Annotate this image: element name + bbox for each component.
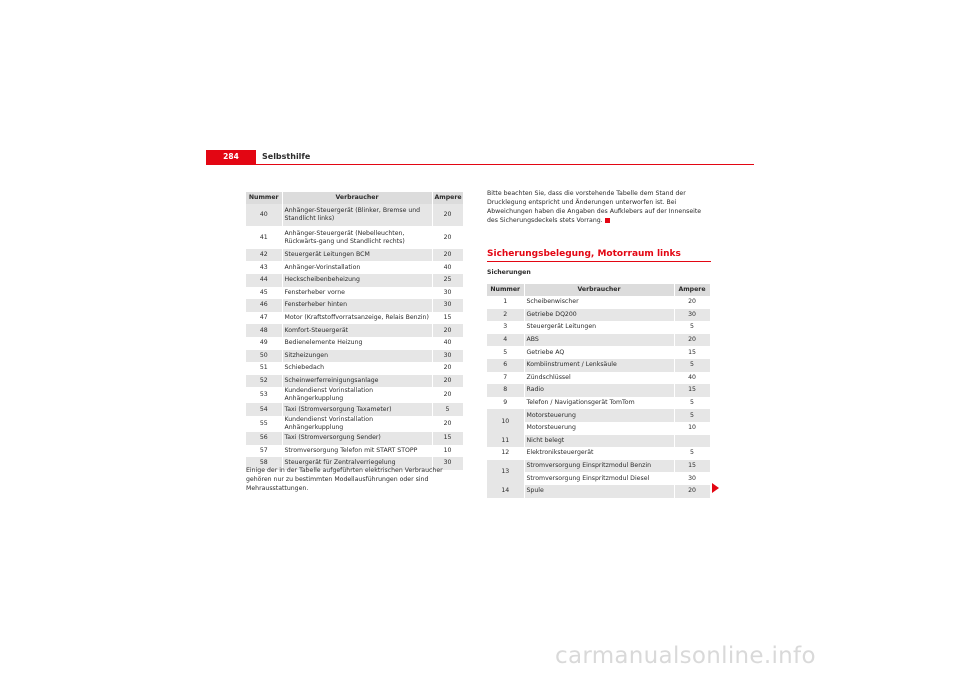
fuse-ampere: 30 — [432, 350, 463, 363]
table-row — [487, 485, 710, 498]
fuse-number: 51 — [246, 362, 282, 375]
fuse-consumer: Telefon / Navigationsgerät TomTom — [524, 397, 674, 410]
fuse-consumer: Spule — [524, 485, 674, 498]
fuse-ampere: 10 — [432, 445, 463, 458]
fuse-number: 13 — [487, 460, 524, 485]
fuse-consumer: Zündschlüssel — [524, 372, 674, 385]
table-row — [246, 403, 463, 416]
fuse-ampere: 15 — [432, 432, 463, 445]
fuse-consumer: Stromversorgung Einspritzmodul Benzin — [524, 460, 674, 473]
fuse-consumer: Steuergerät Leitungen BCM — [282, 249, 432, 262]
fuse-consumer: Motorsteuerung — [524, 422, 674, 435]
table-row — [246, 299, 463, 312]
fuse-number: 4 — [487, 334, 524, 347]
fuse-ampere: 5 — [432, 403, 463, 416]
fuse-ampere: 30 — [674, 472, 710, 485]
fuse-number: 43 — [246, 261, 282, 274]
fuse-number: 50 — [246, 350, 282, 363]
table-row — [246, 350, 463, 363]
fuse-ampere: 15 — [674, 346, 710, 359]
fuse-number: 41 — [246, 226, 282, 248]
table-row — [246, 375, 463, 388]
fuse-consumer: Stromversorgung Einspritzmodul Diesel — [524, 472, 674, 485]
fuse-number: 47 — [246, 312, 282, 325]
fuse-consumer: Elektroniksteuergerät — [524, 447, 674, 460]
table-row — [487, 334, 710, 347]
fuse-consumer: Kombiinstrument / Lenksäule — [524, 359, 674, 372]
fuse-consumer: Steuergerät Leitungen — [524, 321, 674, 334]
fuse-consumer: Anhänger-Steuergerät (Nebelleuchten, Rückwärts-gang und Standlicht rechts) — [282, 226, 432, 248]
fuse-ampere: 20 — [432, 249, 463, 262]
table-row — [487, 309, 710, 322]
fuse-number: 1 — [487, 296, 524, 309]
fuse-ampere: 40 — [674, 372, 710, 385]
fuse-consumer: Kundendienst Vorinstallation Anhängerkupplung — [282, 387, 432, 403]
table-row — [246, 249, 463, 262]
table-row — [246, 324, 463, 337]
table-row — [246, 445, 463, 458]
table-row — [487, 346, 710, 359]
column-header-consumer: Verbraucher — [524, 284, 674, 296]
fuse-ampere: 10 — [674, 422, 710, 435]
fuse-number: 46 — [246, 299, 282, 312]
fuse-consumer: Anhänger-Vorinstallation — [282, 261, 432, 274]
fuse-number: 48 — [246, 324, 282, 337]
fuse-number: 58 — [246, 457, 282, 470]
fuse-table-1 — [246, 192, 464, 470]
fuse-consumer: Scheinwerferreinigungsanlage — [282, 375, 432, 388]
fuse-consumer: Nicht belegt — [524, 435, 674, 448]
watermark: carmanualsonline.info — [555, 643, 816, 669]
table-row — [246, 274, 463, 287]
column-header-number: Nummer — [487, 284, 524, 296]
table-row — [246, 416, 463, 432]
fuse-number: 57 — [246, 445, 282, 458]
fuse-consumer: Stromversorgung Telefon mit START STOPP — [282, 445, 432, 458]
fuse-number: 56 — [246, 432, 282, 445]
fuse-ampere: 5 — [674, 409, 710, 422]
fuse-number: 40 — [246, 204, 282, 226]
table-row — [246, 432, 463, 445]
fuse-ampere: 20 — [432, 387, 463, 403]
page-title: Selbsthilfe — [262, 152, 311, 161]
fuse-ampere: 20 — [432, 362, 463, 375]
fuse-number: 9 — [487, 397, 524, 410]
table-row — [246, 287, 463, 300]
fuse-number: 55 — [246, 416, 282, 432]
fuse-consumer: Komfort-Steuergerät — [282, 324, 432, 337]
fuse-consumer: Taxi (Stromversorgung Taxameter) — [282, 403, 432, 416]
fuse-consumer: Getriebe AQ — [524, 346, 674, 359]
table-row — [487, 359, 710, 372]
fuse-number: 7 — [487, 372, 524, 385]
fuse-number: 53 — [246, 387, 282, 403]
table-row — [246, 337, 463, 350]
fuse-ampere: 30 — [432, 457, 463, 470]
fuse-number: 6 — [487, 359, 524, 372]
fuse-table-2 — [487, 284, 711, 498]
fuse-ampere: 5 — [674, 397, 710, 410]
table-row — [487, 372, 710, 385]
continue-arrow-icon — [712, 483, 719, 493]
header-rule — [206, 164, 754, 165]
section-heading: Sicherungsbelegung, Motorraum links — [487, 249, 681, 259]
fuse-ampere: 15 — [432, 312, 463, 325]
section-rule — [487, 261, 711, 262]
fuse-ampere: 20 — [432, 204, 463, 226]
table-row — [487, 447, 710, 460]
fuse-number: 49 — [246, 337, 282, 350]
fuse-ampere: 30 — [432, 287, 463, 300]
column-header-ampere: Ampere — [432, 192, 463, 204]
fuse-consumer: Schiebedach — [282, 362, 432, 375]
fuse-consumer: Kundendienst Vorinstallation Anhängerkupplung — [282, 416, 432, 432]
fuse-consumer: Taxi (Stromversorgung Sender) — [282, 432, 432, 445]
notice-text: Bitte beachten Sie, dass die vorstehende Tabelle dem Stand der Drucklegung entspricht und Änderungen unterworfen ist. Bei Abweichungen haben die Angaben des Aufklebers auf der Innenseite des Sicherungsdeckels stets Vorrang. — [487, 190, 702, 224]
fuse-ampere: 20 — [432, 375, 463, 388]
fuse-consumer: Fensterheber vorne — [282, 287, 432, 300]
fuse-consumer: Getriebe DQ200 — [524, 309, 674, 322]
column-header-consumer: Verbraucher — [282, 192, 432, 204]
fuse-ampere: 5 — [674, 321, 710, 334]
table-row — [246, 204, 463, 226]
fuse-ampere — [674, 435, 710, 448]
table-row — [246, 226, 463, 248]
fuse-ampere: 20 — [674, 485, 710, 498]
fuse-ampere: 40 — [432, 261, 463, 274]
fuse-consumer: Steuergerät für Zentralverriegelung — [282, 457, 432, 470]
fuse-ampere: 30 — [674, 309, 710, 322]
table-row — [246, 387, 463, 403]
fuse-consumer: Scheibenwischer — [524, 296, 674, 309]
fuse-consumer: Bedienelemente Heizung — [282, 337, 432, 350]
fuse-consumer: Anhänger-Steuergerät (Blinker, Bremse und Standlicht links) — [282, 204, 432, 226]
fuse-number: 45 — [246, 287, 282, 300]
fuse-ampere: 15 — [674, 460, 710, 473]
table-row — [487, 384, 710, 397]
table-footnote: Einige der in der Tabelle aufgeführten elektrischen Verbraucher gehören nur zu bestimmten Modellausführungen oder sind Mehrausstattungen. — [246, 467, 443, 492]
fuse-ampere: 20 — [432, 226, 463, 248]
fuse-ampere: 20 — [432, 324, 463, 337]
end-of-section-icon — [605, 218, 610, 223]
fuse-ampere: 20 — [674, 334, 710, 347]
fuse-number: 12 — [487, 447, 524, 460]
fuse-ampere: 20 — [432, 416, 463, 432]
column-header-ampere: Ampere — [674, 284, 710, 296]
fuse-number: 11 — [487, 435, 524, 448]
fuse-number: 54 — [246, 403, 282, 416]
fuse-number: 14 — [487, 485, 524, 498]
table-row — [487, 435, 710, 448]
fuse-number: 2 — [487, 309, 524, 322]
fuse-number: 3 — [487, 321, 524, 334]
fuse-number: 5 — [487, 346, 524, 359]
fuse-ampere: 40 — [432, 337, 463, 350]
fuse-consumer: Sitzheizungen — [282, 350, 432, 363]
fuse-consumer: Fensterheber hinten — [282, 299, 432, 312]
fuse-number: 8 — [487, 384, 524, 397]
fuse-ampere: 30 — [432, 299, 463, 312]
fuse-number: 44 — [246, 274, 282, 287]
fuse-consumer: Radio — [524, 384, 674, 397]
page-number: 284 — [206, 150, 256, 164]
table-row — [246, 261, 463, 274]
table-row — [246, 312, 463, 325]
sub-heading: Sicherungen — [487, 269, 531, 276]
table-row — [487, 321, 710, 334]
fuse-ampere: 20 — [674, 296, 710, 309]
fuse-number: 52 — [246, 375, 282, 388]
fuse-ampere: 5 — [674, 359, 710, 372]
table-row — [487, 296, 710, 309]
table-row — [246, 362, 463, 375]
fuse-number: 42 — [246, 249, 282, 262]
fuse-ampere: 25 — [432, 274, 463, 287]
fuse-ampere: 15 — [674, 384, 710, 397]
fuse-ampere: 5 — [674, 447, 710, 460]
fuse-consumer: Motorsteuerung — [524, 409, 674, 422]
fuse-consumer: ABS — [524, 334, 674, 347]
column-header-number: Nummer — [246, 192, 282, 204]
fuse-consumer: Heckscheibenbeheizung — [282, 274, 432, 287]
fuse-number: 10 — [487, 409, 524, 434]
table-row — [487, 397, 710, 410]
table-row — [487, 460, 710, 473]
fuse-consumer: Motor (Kraftstoffvorratsanzeige, Relais Benzin) — [282, 312, 432, 325]
notice-paragraph — [487, 189, 713, 225]
table-row — [487, 409, 710, 422]
